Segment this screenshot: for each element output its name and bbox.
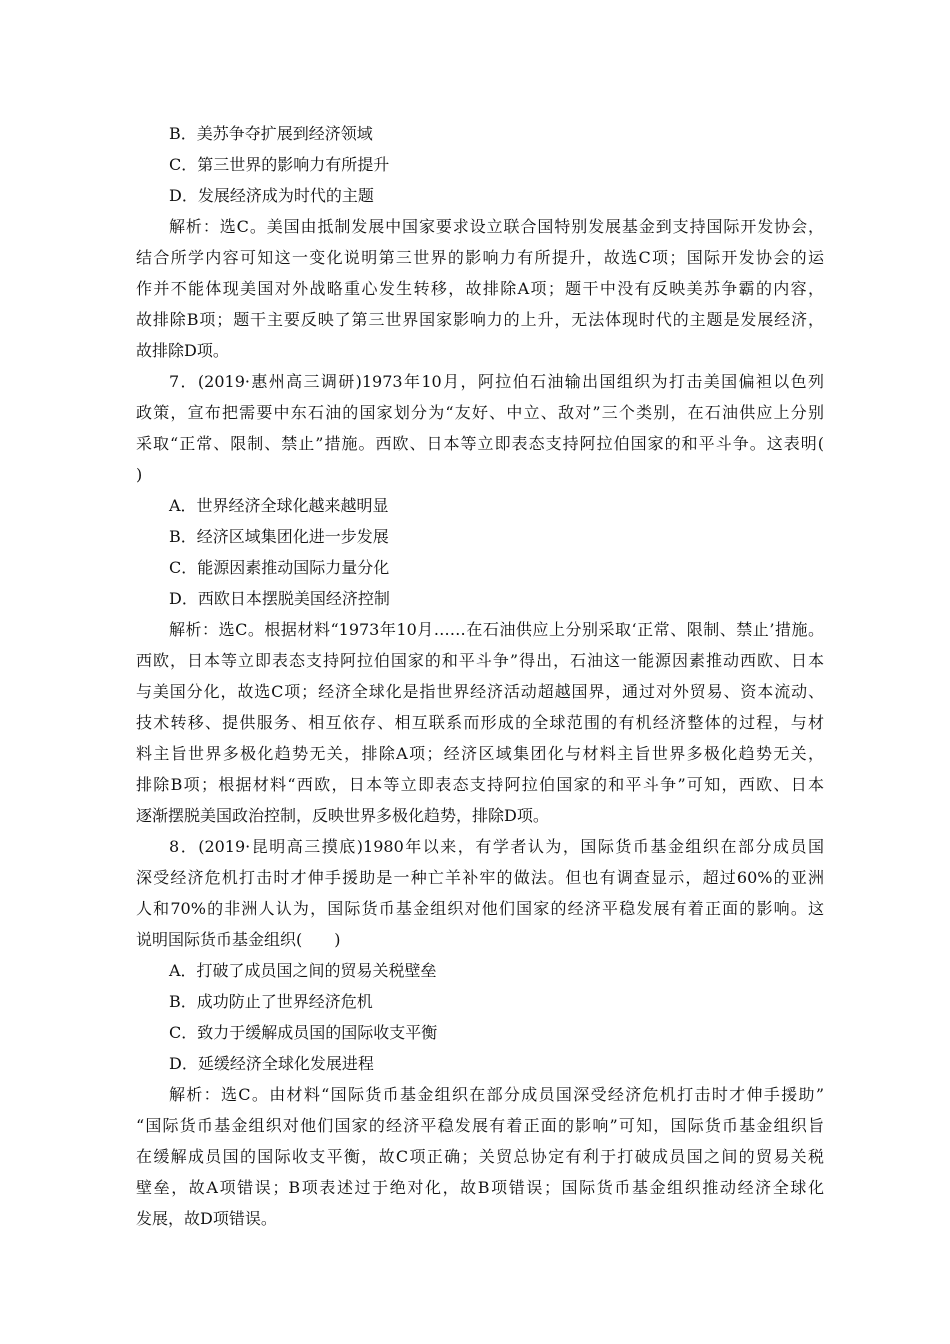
q8-analysis-line: “国际货币基金组织对他们国家的经济平稳发展有着正面的影响”可知，国际货币基金组织旨 <box>136 1116 824 1135</box>
q8-analysis-line: 壁垒，故A项错误；B项表述过于绝对化，故B项错误；国际货币基金组织推动经济全球化 <box>136 1178 824 1197</box>
q8-stem-line: 说明国际货币基金组织( ) <box>136 930 341 949</box>
q7-stem-line: 政策，宣布把需要中东石油的国家划分为“友好、中立、敌对”三个类别，在石油供应上分别 <box>136 403 824 422</box>
q8-option-d: D．延缓经济全球化发展进程 <box>169 1054 374 1073</box>
q7-analysis-line: 逐渐摆脱美国政治控制，反映世界多极化趋势，排除D项。 <box>136 806 549 825</box>
q6-analysis-line: 结合所学内容可知这一变化说明第三世界的影响力有所提升，故选C项；国际开发协会的运 <box>136 248 824 267</box>
q7-option-d: D．西欧日本摆脱美国经济控制 <box>169 589 390 608</box>
q8-option-b: B．成功防止了世界经济危机 <box>169 992 373 1011</box>
q6-analysis-line: 作并不能体现美国对外战略重心发生转移，故排除A项；题干中没有反映美苏争霸的内容， <box>136 279 824 298</box>
q6-analysis-line: 解析：选C。美国由抵制发展中国家要求设立联合国特别发展基金到支持国际开发协会， <box>169 217 824 236</box>
q6-option-d: D．发展经济成为时代的主题 <box>169 186 374 205</box>
q7-option-b: B．经济区域集团化进一步发展 <box>169 527 389 546</box>
document-content <box>136 118 824 1234</box>
q7-stem-line: 7．(2019·惠州高三调研)1973年10月，阿拉伯石油输出国组织为打击美国偏袒以色列 <box>169 372 824 391</box>
q7-stem-line: 采取“正常、限制、禁止”措施。西欧、日本等立即表态支持阿拉伯国家的和平斗争。这表明( <box>136 434 824 453</box>
q6-analysis-line: 故排除B项；题干主要反映了第三世界国家影响力的上升，无法体现时代的主题是发展经济， <box>136 310 824 329</box>
q8-stem-line: 深受经济危机打击时才伸手援助是一种亡羊补牢的做法。但也有调查显示，超过60%的亚洲 <box>136 868 824 887</box>
q7-analysis-line: 排除B项；根据材料“西欧，日本等立即表态支持阿拉伯国家的和平斗争”可知，西欧、日本 <box>136 775 824 794</box>
q7-analysis-line: 料主旨世界多极化趋势无关，排除A项；经济区域集团化与材料主旨世界多极化趋势无关， <box>136 744 824 763</box>
q8-analysis-line: 在缓解成员国的国际收支平衡，故C项正确；关贸总协定有利于打破成员国之间的贸易关税 <box>136 1147 824 1166</box>
q6-option-b: B．美苏争夺扩展到经济领域 <box>169 124 373 143</box>
q7-analysis-line: 解析：选C。根据材料“1973年10月……在石油供应上分别采取‘正常、限制、禁止’措施。 <box>169 620 824 639</box>
q8-stem-line: 8．(2019·昆明高三摸底)1980年以来，有学者认为，国际货币基金组织在部分成员国 <box>169 837 824 856</box>
q7-option-a: A．世界经济全球化越来越明显 <box>169 496 389 515</box>
q8-analysis-line: 发展，故D项错误。 <box>136 1209 277 1228</box>
q8-option-c: C．致力于缓解成员国的国际收支平衡 <box>169 1023 438 1042</box>
q8-option-a: A．打破了成员国之间的贸易关税壁垒 <box>169 961 437 980</box>
q7-stem-line: ) <box>136 465 143 484</box>
q7-analysis-line: 技术转移、提供服务、相互依存、相互联系而形成的全球范围的有机经济整体的过程，与材 <box>136 713 824 732</box>
q7-option-c: C．能源因素推动国际力量分化 <box>169 558 390 577</box>
q8-analysis-line: 解析：选C。由材料“国际货币基金组织在部分成员国深受经济危机打击时才伸手援助” <box>169 1085 824 1104</box>
q6-analysis-line: 故排除D项。 <box>136 341 229 360</box>
q8-stem-line: 人和70%的非洲人认为，国际货币基金组织对他们国家的经济平稳发展有着正面的影响。这 <box>136 899 824 918</box>
q6-option-c: C．第三世界的影响力有所提升 <box>169 155 390 174</box>
q7-analysis-line: 西欧，日本等立即表态支持阿拉伯国家的和平斗争”得出，石油这一能源因素推动西欧、日本 <box>136 651 824 670</box>
q7-analysis-line: 与美国分化，故选C项；经济全球化是指世界经济活动超越国界，通过对外贸易、资本流动、 <box>136 682 824 701</box>
